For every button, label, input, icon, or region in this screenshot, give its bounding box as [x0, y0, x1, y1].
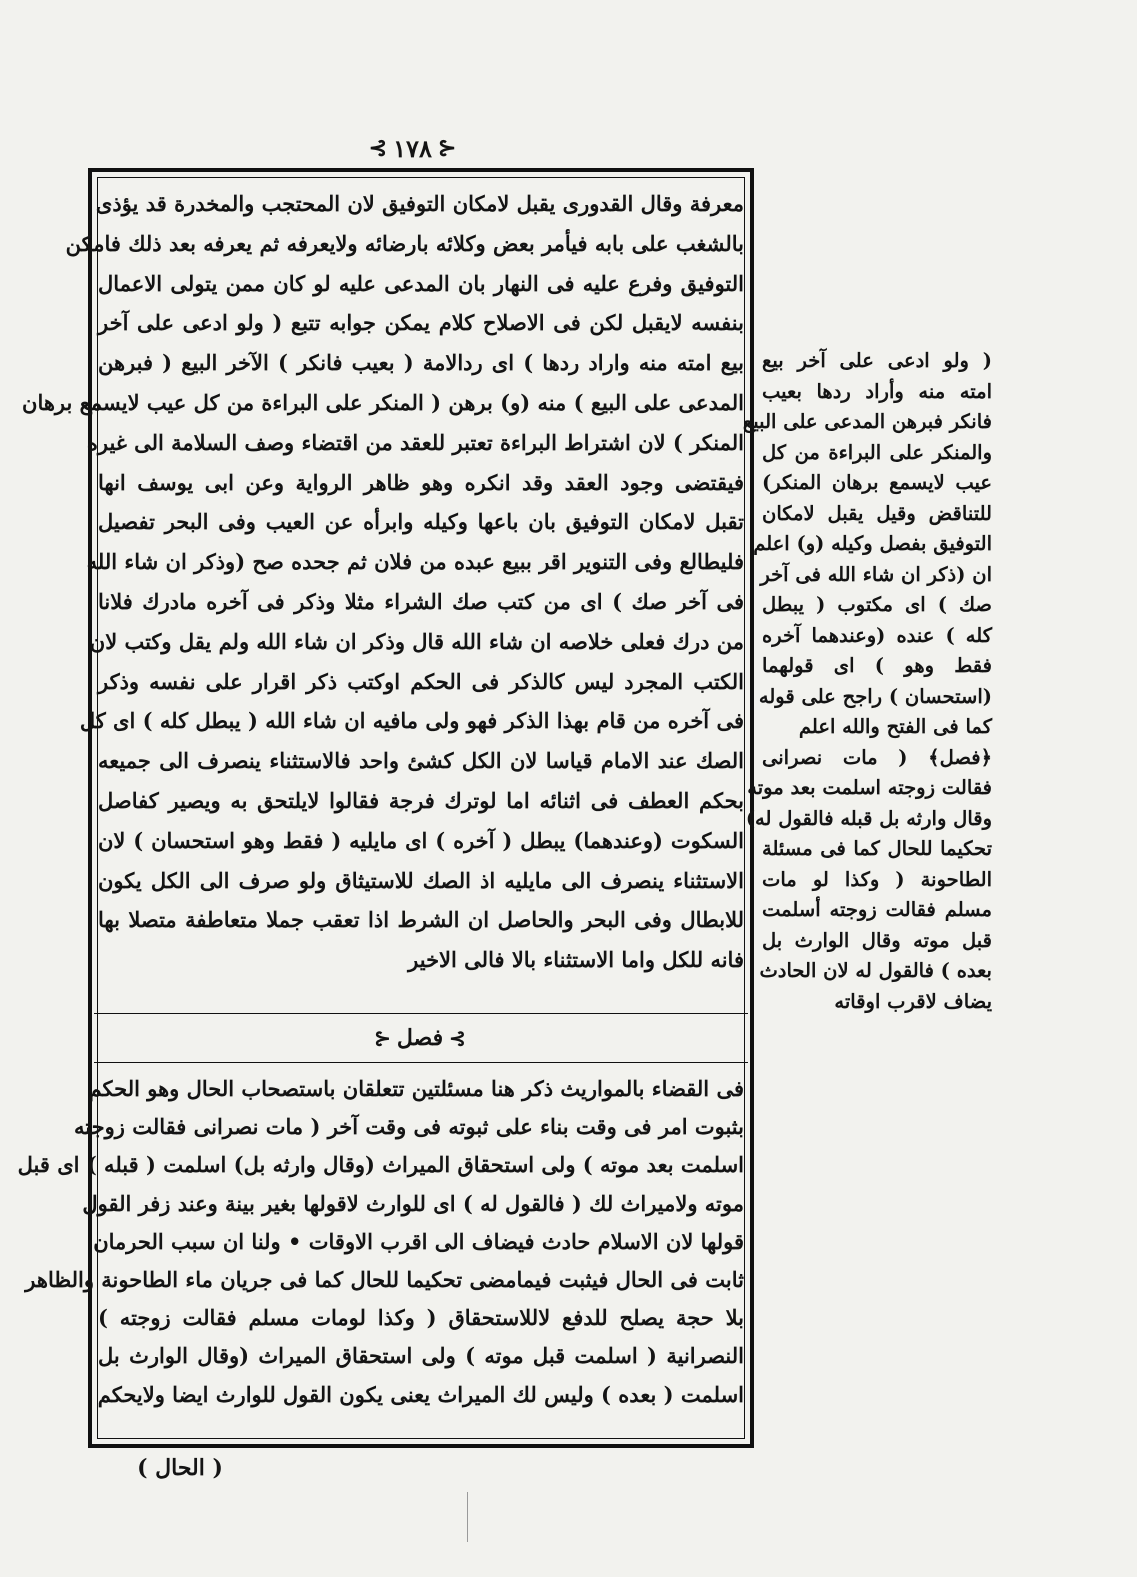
text-line: فليطالع وفى التنوير اقر ببيع عبده من فلان ثم جحده صح (وذكر ان شاء الله: [86, 549, 744, 575]
margin-line: الطاحونة ( وكذا لو مات: [762, 867, 992, 891]
margin-line: قبل موته وقال الوارث بل: [762, 928, 992, 952]
margin-line: كله ) عنده (وعندهما آخره: [762, 623, 992, 647]
text-line: معرفة وقال القدورى يقبل لامكان التوفيق لان المحتجب والمخدرة قد يؤذى: [95, 191, 744, 216]
text-line: بالشغب على بابه فيأمر بعض وكلائه بارضائه ولايعرفه ثم يعرفه بعد ذلك فامكن: [65, 230, 744, 256]
margin-line: يضاف لاقرب اوقاته: [834, 989, 992, 1013]
text-line: التوفيق وفرع عليه فى النهار بان المدعى عليه لو كان ممن يتولى الاعمال: [98, 270, 744, 296]
margin-line: التوفيق بفصل وكيله (و) اعلم: [753, 532, 992, 555]
text-line: للابطال وفى البحر والحاصل ان الشرط اذا تعقب جملا متعاطفة متصلا بها: [98, 907, 744, 933]
heading-ornament-left-icon: ⊰: [374, 1026, 391, 1050]
margin-line: كما فى الفتح والله اعلم: [798, 715, 992, 738]
heading-ornament-right-icon: ⊱: [449, 1026, 466, 1050]
margin-commentary: [742, 346, 992, 1017]
section-divider-bottom: [94, 1062, 748, 1063]
text-line: بثبوت امر فى وقت بناء على ثبوته فى وقت آخر ( مات نصرانى فقالت زوجته: [74, 1114, 744, 1140]
margin-line: ( ولو ادعى على آخر بيع: [762, 349, 992, 372]
main-text-upper: [22, 184, 744, 980]
page-fold-line: [467, 1492, 468, 1542]
margin-line: امته منه وأراد ردها بعيب: [762, 379, 992, 403]
footer-catchword: ( الحال ): [137, 1455, 223, 1481]
margin-line: تحكيما للحال كما فى مسئلة: [762, 837, 992, 860]
text-line: تقبل لامكان التوفيق بان باعها وكيله وابرأه عن العيب وفى البحر تفصيل: [98, 509, 744, 535]
text-line: اسلمت ( بعده ) وليس لك الميراث يعنى يكون القول للوارث ايضا ولايحكم: [97, 1381, 744, 1407]
section-heading-text: فصل: [396, 1025, 444, 1051]
text-line: فى آخره من قام بهذا الذكر فهو ولى مافيه ان شاء الله ( يبطل كله ) اى كل: [79, 708, 744, 734]
text-line: فى القضاء بالمواريث ذكر هنا مسئلتين تتعلقان باستصحاب الحال وهو الحكم: [88, 1076, 744, 1101]
text-line: بحكم العطف فى اثنائه اما لوترك فرجة فقالوا لايلتحق به ويصير كفاصل: [98, 787, 744, 813]
margin-line: وقال وارثه بل قبله فالقول له): [745, 806, 992, 830]
main-text-lower: [17, 1070, 744, 1414]
text-line: الكتب المجرد ليس كالذكر فى الحكم اوكتب ذكر اقرار على نفسه وذكر: [98, 668, 744, 694]
text-line: من درك فعلى خلاصه ان شاء الله قال وذكر ان شاء الله ولم يقل وكتب لان: [89, 628, 744, 654]
margin-line: بعده ) فالقول له لان الحادث: [759, 959, 992, 982]
margin-line: (استحسان ) راجح على قوله: [758, 684, 992, 708]
margin-line: فانكر فبرهن المدعى على البيع: [742, 410, 992, 433]
page-number-text: ١٧٨: [393, 133, 432, 163]
text-line: قولها لان الاسلام حادث فيضاف الى اقرب الاوقات • ولنا ان سبب الحرمان: [93, 1228, 744, 1254]
margin-line: صك ) اى مكتوب ( يبطل: [762, 593, 992, 616]
margin-line: ﴿فصل﴾ ( مات نصرانى: [762, 745, 992, 769]
margin-line: عيب لايسمع برهان المنكر): [762, 471, 992, 494]
margin-line: للتناقض وقيل يقبل لامكان: [762, 501, 992, 525]
text-line: فانه للكل واما الاستثناء بالا فالى الاخير: [408, 947, 744, 973]
text-line: ثابت فى الحال فيثبت فيمامضى تحكيما للحال كما فى جريان ماء الطاحونة والظاهر: [25, 1266, 744, 1292]
margin-line: فقالت زوجته اسلمت بعد موته: [747, 776, 992, 799]
page-number: [340, 128, 485, 168]
text-line: بنفسه لايقبل لكن فى الاصلاح كلام يمكن جوابه تتبع ( ولو ادعى على آخر: [98, 310, 744, 336]
section-heading: [300, 1020, 540, 1056]
ornament-right-icon: ⊱: [437, 135, 457, 161]
margin-line: فقط وهو ) اى قولهما: [762, 654, 992, 677]
text-line: فى آخر صك ) اى من كتب صك الشراء مثلا وذكر فى آخره مادرك فلانا: [98, 588, 744, 614]
text-line: اسلمت بعد موته ) ولى استحقاق الميراث (وقال وارثه بل) اسلمت ( قبله ) اى قبل: [17, 1152, 744, 1178]
text-line: بيع امته منه واراد ردها ) اى ردالامة ( بعيب فانكر ) الآخر البيع ( فبرهن: [98, 350, 744, 376]
text-line: بلا حجة يصلح للدفع لاللاستحقاق ( وكذا لومات مسلم فقالت زوجته ): [98, 1305, 744, 1331]
text-line: النصرانية ( اسلمت قبل موته ) ولى استحقاق الميراث (وقال الوارث بل: [98, 1343, 744, 1369]
margin-line: والمنكر على البراءة من كل: [762, 440, 992, 464]
margin-line: مسلم فقالت زوجته أسلمت: [762, 898, 992, 921]
section-divider-top: [94, 1013, 748, 1014]
margin-line: ان (ذكر ان شاء الله فى آخر: [760, 562, 992, 586]
text-line: فيقتضى وجود العقد وقد انكره وهو ظاهر الرواية وعن ابى يوسف انها: [98, 469, 744, 495]
text-line: الاستثناء ينصرف الى مايليه اذ الصك للاستيثاق ولو صرف الى الكل يكون: [98, 867, 744, 893]
text-line: السكوت (وعندهما) يبطل ( آخره ) اى مايليه ( فقط وهو استحسان ) لان: [98, 827, 744, 853]
text-line: الصك عند الامام قياسا لان الكل كشئ واحد فالاستثناء ينصرف الى جميعه: [98, 748, 744, 774]
text-line: المدعى على البيع ) منه (و) برهن ( المنكر على البراءة من كل عيب لايسمع برهان: [22, 389, 744, 415]
text-line: المنكر ) لان اشتراط البراءة تعتبر للعقد من اقتضاء وصف السلامة الى غيره: [86, 429, 744, 455]
ornament-left-icon: ⊰: [368, 135, 388, 161]
text-line: موته ولاميراث لك ( فالقول له ) اى للوارث لاقولها بغير بينة وعند زفر القول: [82, 1190, 744, 1216]
